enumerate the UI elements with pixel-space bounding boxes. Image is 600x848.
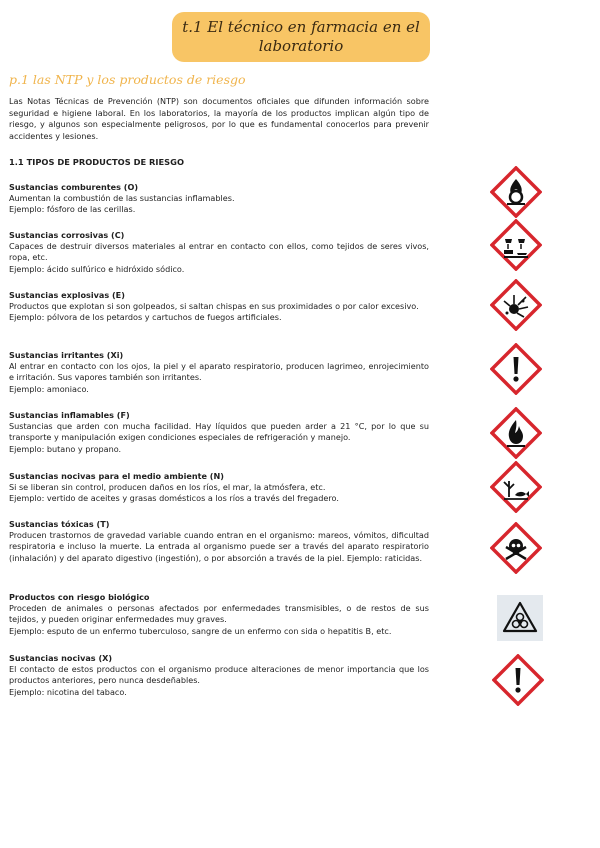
product-example: Ejemplo: vertido de aceites y grasas domésticos a los ríos a través del fregadero. <box>9 493 339 504</box>
section-heading: 1.1 TIPOS DE PRODUCTOS DE RIESGO <box>9 157 185 167</box>
product-entry-nocivas <box>9 653 429 698</box>
exclamation-icon <box>490 343 542 395</box>
flame-icon <box>490 407 542 459</box>
product-description: Al entrar en contacto con los ojos, la piel y el aparato respiratorio, producen lagrimeo, enrojecimiento e irritación. Sus vapores también son irritantes. <box>9 361 429 383</box>
exclamation-icon <box>492 654 544 706</box>
product-example: Ejemplo: nicotina del tabaco. <box>9 686 127 697</box>
product-name: Sustancias explosivas (E) <box>9 290 125 300</box>
product-entry-biologico <box>9 592 429 637</box>
product-name: Sustancias comburentes (O) <box>9 182 139 192</box>
product-name: Productos con riesgo biológico <box>9 592 150 602</box>
product-description: Si se liberan sin control, producen daños en los ríos, el mar, la atmósfera, etc. <box>9 482 326 493</box>
product-entry-medio-ambiente <box>9 471 429 505</box>
product-description: El contacto de estos productos con el organismo produce alteraciones de menor importancia que los productos anteriores, pero nunca desdeñables. <box>9 664 429 686</box>
product-entry-irritantes <box>9 350 429 395</box>
product-description: Productos que explotan si son golpeados, si saltan chispas en sus proximidades o por calor excesivo. <box>9 301 419 312</box>
oxidizer-icon <box>490 166 542 218</box>
product-example: Ejemplo: butano y propano. <box>9 443 122 454</box>
product-description: Proceden de animales o personas afectados por enfermedades transmisibles, o de restos de sus tejidos, y pueden originar enfermedades muy graves. <box>9 603 429 625</box>
intro-paragraph: Las Notas Técnicas de Prevención (NTP) son documentos oficiales que difunden información sobre seguridad e higiene laboral. En los laboratorios, la mayoría de los productos implican algún tipo de riesgo, y algunos son especialmente peligrosos, por lo que es fundamental conocerlos para prevenir accidentes y lesiones. <box>9 96 429 141</box>
explosive-icon <box>490 279 542 331</box>
corrosive-icon <box>490 219 542 271</box>
product-name: Sustancias inflamables (F) <box>9 410 130 420</box>
product-example: Ejemplo: esputo de un enfermo tuberculoso, sangre de un enfermo con sida o hepatitis B, etc. <box>9 625 392 636</box>
product-entry-inflamables <box>9 410 429 455</box>
product-name: Sustancias nocivas (X) <box>9 653 113 663</box>
product-entry-corrosivas <box>9 230 429 275</box>
product-example: Ejemplo: pólvora de los petardos y cartuchos de fuegos artificiales. <box>9 312 282 323</box>
product-description: Sustancias que arden con mucha facilidad. Hay líquidos que pueden arder a 21 °C, por lo que su transporte y manipulación exigen condiciones especiales de refrigeración y manejo. <box>9 421 429 443</box>
product-name: Sustancias corrosivas (C) <box>9 230 125 240</box>
product-example: Ejemplo: ácido sulfúrico e hidróxido sódico. <box>9 263 185 274</box>
page-title-line-2: laboratorio <box>258 37 344 55</box>
product-entry-toxicas <box>9 519 429 564</box>
product-name: Sustancias tóxicas (T) <box>9 519 110 529</box>
skull-icon <box>490 522 542 574</box>
product-example: Ejemplo: amoniaco. <box>9 383 89 394</box>
title-banner <box>172 12 430 62</box>
product-entry-comburentes <box>9 182 429 216</box>
section-subtitle: p.1 las NTP y los productos de riesgo <box>9 72 246 87</box>
product-description: Producen trastornos de gravedad variable cuando entran en el organismo: mareos, vómitos, dificultad respiratoria e incluso la muerte. La entrada al organismo puede ser a través del aparato respiratorio (inhalación) y del aparato digestivo (ingestión), o por absorción a través de la piel. Ejemplo: raticidas. <box>9 530 429 563</box>
biohazard-icon <box>497 595 543 641</box>
product-name: Sustancias nocivas para el medio ambiente (N) <box>9 471 224 481</box>
product-description: Capaces de destruir diversos materiales al entrar en contacto con ellos, como tejidos de seres vivos, ropa, etc. <box>9 241 429 263</box>
page-title-line-1: t.1 El técnico en farmacia en el <box>182 18 420 36</box>
environment-icon <box>490 461 542 513</box>
product-entry-explosivas <box>9 290 429 324</box>
product-example: Ejemplo: fósforo de las cerillas. <box>9 204 136 215</box>
product-name: Sustancias irritantes (Xi) <box>9 350 124 360</box>
product-description: Aumentan la combustión de las sustancias inflamables. <box>9 193 235 204</box>
